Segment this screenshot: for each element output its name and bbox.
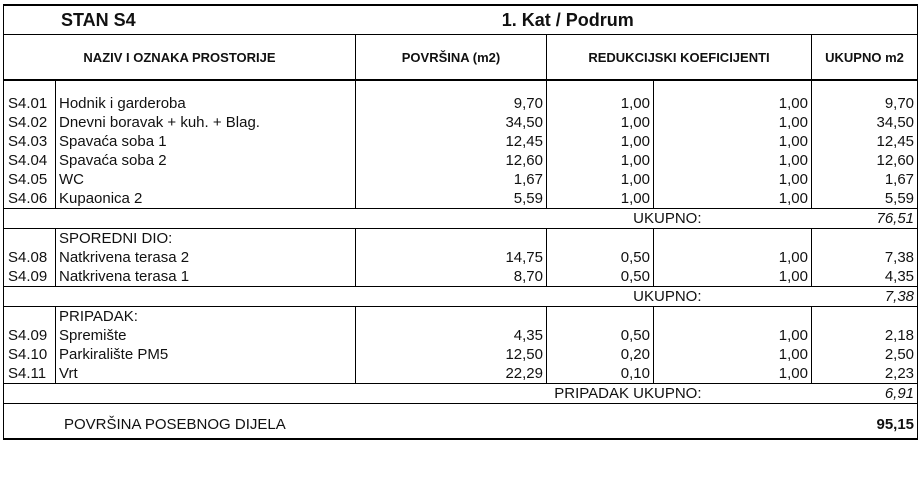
room-area: 8,70: [356, 267, 547, 287]
reduction-coefficient-1: 1,00: [547, 189, 654, 209]
room-code: S4.11: [4, 364, 56, 384]
room-total: 7,38: [812, 248, 918, 267]
reduction-coefficient-2: 1,00: [654, 113, 812, 132]
room-code: S4.09: [4, 267, 56, 287]
room-total: 2,23: [812, 364, 918, 384]
final-area-label: POVRŠINA POSEBNOG DIJELA: [4, 404, 812, 440]
room-area: 22,29: [356, 364, 547, 384]
column-header-total: UKUPNO m2: [812, 35, 918, 81]
room-name: WC: [56, 170, 356, 189]
room-total: 5,59: [812, 189, 918, 209]
room-area: 4,35: [356, 326, 547, 345]
secondary-subtotal-row: [4, 287, 918, 307]
room-area: 14,75: [356, 248, 547, 267]
empty-cell: [812, 307, 918, 327]
room-code: S4.04: [4, 151, 56, 170]
room-total: 34,50: [812, 113, 918, 132]
room-name: Vrt: [56, 364, 356, 384]
empty-cell: [812, 229, 918, 249]
room-total: 1,67: [812, 170, 918, 189]
room-total: 2,18: [812, 326, 918, 345]
reduction-coefficient-2: 1,00: [654, 364, 812, 384]
room-code: S4.05: [4, 170, 56, 189]
reduction-coefficient-2: 1,00: [654, 189, 812, 209]
room-total: 4,35: [812, 267, 918, 287]
table-row: [4, 345, 918, 364]
room-name: Spremište: [56, 326, 356, 345]
room-code: S4.08: [4, 248, 56, 267]
reduction-coefficient-2: 1,00: [654, 248, 812, 267]
reduction-coefficient-1: 0,20: [547, 345, 654, 364]
reduction-coefficient-2: 1,00: [654, 170, 812, 189]
room-name: Spavaća soba 2: [56, 151, 356, 170]
column-header-area: POVRŠINA (m2): [356, 35, 547, 81]
room-code: S4.09: [4, 326, 56, 345]
empty-cell: [356, 307, 547, 327]
room-area: 5,59: [356, 189, 547, 209]
empty-cell: [356, 229, 547, 249]
room-area: 12,50: [356, 345, 547, 364]
reduction-coefficient-1: 0,50: [547, 326, 654, 345]
floor-title: 1. Kat / Podrum: [356, 5, 918, 35]
reduction-coefficient-1: 0,10: [547, 364, 654, 384]
room-code: S4.01: [4, 80, 56, 113]
room-name: Parkiralište PM5: [56, 345, 356, 364]
final-area-row: [4, 404, 918, 440]
reduction-coefficient-2: 1,00: [654, 80, 812, 113]
room-name: Hodnik i garderoba: [56, 80, 356, 113]
table-row: [4, 132, 918, 151]
reduction-coefficient-1: 0,50: [547, 248, 654, 267]
reduction-coefficient-1: 0,50: [547, 267, 654, 287]
room-area: 34,50: [356, 113, 547, 132]
reduction-coefficient-1: 1,00: [547, 151, 654, 170]
table-row: [4, 248, 918, 267]
final-area-value: 95,15: [812, 404, 918, 440]
area-table: [3, 4, 918, 440]
section-title-secondary: SPOREDNI DIO:: [56, 229, 356, 249]
room-total: 9,70: [812, 80, 918, 113]
column-header-name: NAZIV I OZNAKA PROSTORIJE: [4, 35, 356, 81]
table-row: [4, 326, 918, 345]
empty-cell: [547, 229, 654, 249]
room-name: Spavaća soba 1: [56, 132, 356, 151]
subtotal-value: 7,38: [812, 287, 918, 307]
empty-cell: [654, 229, 812, 249]
room-code: S4.03: [4, 132, 56, 151]
empty-cell: [4, 229, 56, 249]
room-total: 12,60: [812, 151, 918, 170]
room-name: Dnevni boravak + kuh. + Blag.: [56, 113, 356, 132]
subtotal-value: 76,51: [812, 209, 918, 229]
table-row: [4, 151, 918, 170]
empty-cell: [547, 307, 654, 327]
column-header-coefficients: REDUKCIJSKI KOEFICIJENTI: [547, 35, 812, 81]
reduction-coefficient-2: 1,00: [654, 132, 812, 151]
main-subtotal-row: [4, 209, 918, 229]
reduction-coefficient-2: 1,00: [654, 345, 812, 364]
room-area: 9,70: [356, 80, 547, 113]
section-header-row: [4, 229, 918, 249]
room-name: Natkrivena terasa 2: [56, 248, 356, 267]
reduction-coefficient-2: 1,00: [654, 326, 812, 345]
empty-cell: [654, 307, 812, 327]
reduction-coefficient-2: 1,00: [654, 267, 812, 287]
room-code: S4.10: [4, 345, 56, 364]
apartment-title: STAN S4: [4, 5, 356, 35]
reduction-coefficient-1: 1,00: [547, 170, 654, 189]
subtotal-label: PRIPADAK UKUPNO:: [4, 384, 812, 404]
subtotal-value: 6,91: [812, 384, 918, 404]
subtotal-label: UKUPNO:: [4, 209, 812, 229]
section-header-row: [4, 307, 918, 327]
subtotal-label: UKUPNO:: [4, 287, 812, 307]
reduction-coefficient-1: 1,00: [547, 132, 654, 151]
table-row: [4, 189, 918, 209]
reduction-coefficient-1: 1,00: [547, 113, 654, 132]
room-code: S4.02: [4, 113, 56, 132]
room-total: 2,50: [812, 345, 918, 364]
room-area: 12,45: [356, 132, 547, 151]
reduction-coefficient-1: 1,00: [547, 80, 654, 113]
room-code: S4.06: [4, 189, 56, 209]
table-row: [4, 170, 918, 189]
section-title-appurtenance: PRIPADAK:: [56, 307, 356, 327]
table-row: [4, 267, 918, 287]
room-name: Natkrivena terasa 1: [56, 267, 356, 287]
room-area: 1,67: [356, 170, 547, 189]
empty-cell: [4, 307, 56, 327]
reduction-coefficient-2: 1,00: [654, 151, 812, 170]
table-row: [4, 113, 918, 132]
table-row: [4, 364, 918, 384]
room-area: 12,60: [356, 151, 547, 170]
room-name: Kupaonica 2: [56, 189, 356, 209]
room-total: 12,45: [812, 132, 918, 151]
appurtenance-subtotal-row: [4, 384, 918, 404]
table-row: [4, 80, 918, 113]
